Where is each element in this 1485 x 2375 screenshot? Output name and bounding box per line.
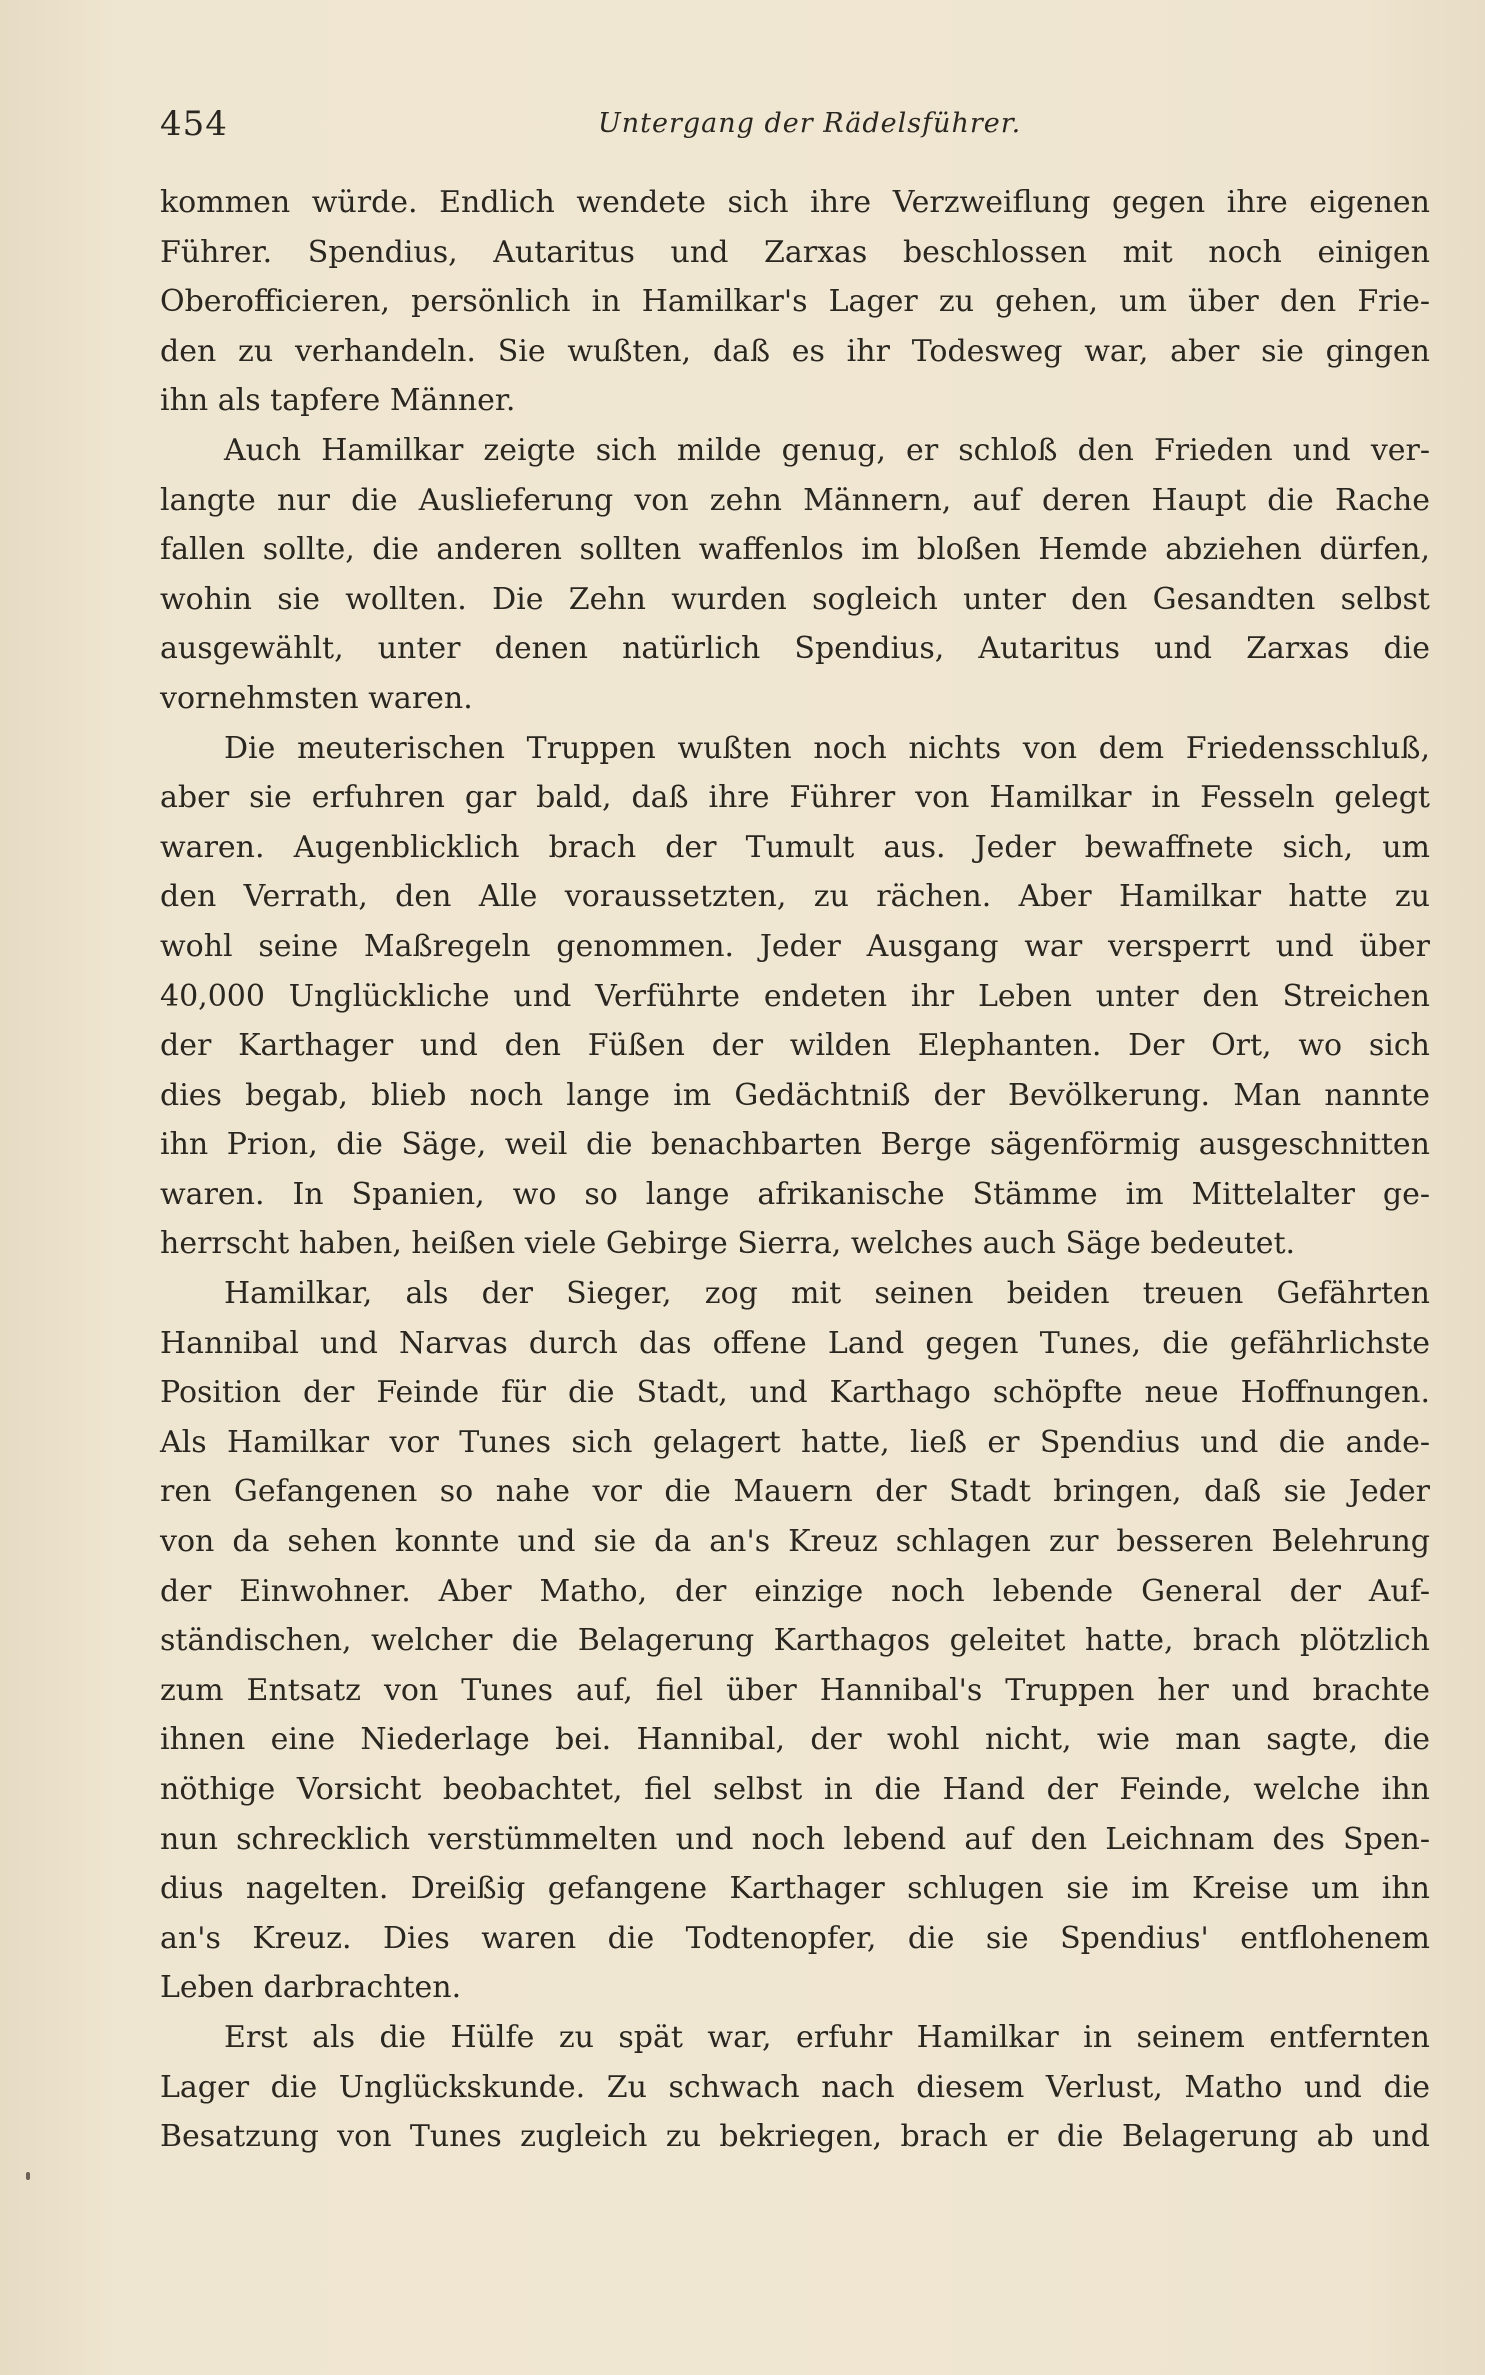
body-text bbox=[160, 178, 1430, 2162]
text-line: Erst als die Hülfe zu spät war, erfuhr Hamilkar in seinem entfernten bbox=[224, 2019, 1430, 2055]
running-head: Untergang der Rädelsführer. bbox=[598, 108, 1022, 139]
text-line: ständischen, welcher die Belagerung Karthagos geleitet hatte, brach plötzlich bbox=[160, 1623, 1430, 1659]
text-line: nun schrecklich verstümmelten und noch lebend auf den Leichnam des Spen- bbox=[160, 1821, 1430, 1857]
text-line: kommen würde. Endlich wendete sich ihre Verzweiflung gegen ihre eigenen bbox=[160, 185, 1430, 220]
page-header bbox=[160, 100, 1430, 152]
text-line: fallen sollte, die anderen sollten waffenlos im bloßen Hemde abziehen dürfen, bbox=[160, 532, 1430, 568]
text-line: ausgewählt, unter denen natürlich Spendius, Autaritus und Zarxas die bbox=[160, 631, 1430, 667]
text-line: an's Kreuz. Dies waren die Todtenopfer, die sie Spendius' entflohenem bbox=[160, 1920, 1430, 1956]
text-line: Lager die Unglückskunde. Zu schwach nach diesem Verlust, Matho und die bbox=[160, 2069, 1430, 2105]
text-line: Position der Feinde für die Stadt, und Karthago schöpfte neue Hoffnungen. bbox=[160, 1375, 1430, 1411]
text-line: Führer. Spendius, Autaritus und Zarxas beschlossen mit noch einigen bbox=[160, 234, 1430, 270]
text-line: ihn als tapfere Männer. bbox=[160, 383, 516, 419]
text-line: der Einwohner. Aber Matho, der einzige noch lebende General der Auf- bbox=[160, 1573, 1430, 1609]
text-line: von da sehen konnte und sie da an's Kreuz schlagen zur besseren Belehrung bbox=[160, 1524, 1430, 1560]
text-line: aber sie erfuhren gar bald, daß ihre Führer von Hamilkar in Fesseln gelegt bbox=[160, 780, 1430, 816]
text-line: ihnen eine Niederlage bei. Hannibal, der wohl nicht, wie man sagte, die bbox=[160, 1722, 1430, 1758]
text-line: Leben darbrachten. bbox=[160, 1970, 462, 2006]
text-line: den zu verhandeln. Sie wußten, daß es ihr Todesweg war, aber sie gingen bbox=[160, 333, 1430, 369]
text-line: 40,000 Unglückliche und Verführte endeten ihr Leben unter den Streichen bbox=[160, 978, 1430, 1014]
text-line: dius nagelten. Dreißig gefangene Karthager schlugen sie im Kreise um ihn bbox=[160, 1871, 1430, 1907]
text-line: Hamilkar, als der Sieger, zog mit seinen beiden treuen Gefährten bbox=[224, 1276, 1430, 1312]
text-line: dies begab, blieb noch lange im Gedächtniß der Bevölkerung. Man nannte bbox=[160, 1077, 1430, 1113]
text-line: waren. In Spanien, wo so lange afrikanische Stämme im Mittelalter ge- bbox=[160, 1176, 1430, 1212]
text-line: Oberofficieren, persönlich in Hamilkar's Lager zu gehen, um über den Frie- bbox=[160, 284, 1430, 320]
text-line: Besatzung von Tunes zugleich zu bekriegen, brach er die Belagerung ab und bbox=[160, 2119, 1430, 2155]
page-number: 454 bbox=[160, 104, 228, 144]
text-line: herrscht haben, heißen viele Gebirge Sierra, welches auch Säge bedeutet. bbox=[160, 1226, 1296, 1262]
text-line: Auch Hamilkar zeigte sich milde genug, er schloß den Frieden und ver- bbox=[224, 432, 1430, 468]
text-line: waren. Augenblicklich brach der Tumult aus. Jeder bewaffnete sich, um bbox=[160, 829, 1430, 865]
text-line: ihn Prion, die Säge, weil die benachbarten Berge sägenförmig ausgeschnitten bbox=[160, 1127, 1430, 1163]
text-line: ren Gefangenen so nahe vor die Mauern der Stadt bringen, daß sie Jeder bbox=[160, 1474, 1430, 1510]
text-line: langte nur die Auslieferung von zehn Männern, auf deren Haupt die Rache bbox=[160, 482, 1430, 518]
text-line: Hannibal und Narvas durch das offene Land gegen Tunes, die gefährlichste bbox=[160, 1325, 1430, 1361]
text-line: zum Entsatz von Tunes auf, fiel über Hannibal's Truppen her und brachte bbox=[160, 1672, 1430, 1708]
text-line: Als Hamilkar vor Tunes sich gelagert hatte, ließ er Spendius und die ande- bbox=[160, 1424, 1430, 1460]
text-line: den Verrath, den Alle voraussetzten, zu rächen. Aber Hamilkar hatte zu bbox=[160, 879, 1430, 915]
text-line: der Karthager und den Füßen der wilden Elephanten. Der Ort, wo sich bbox=[160, 1028, 1430, 1064]
text-line: wohl seine Maßregeln genommen. Jeder Ausgang war versperrt und über bbox=[160, 928, 1430, 964]
text-line: wohin sie wollten. Die Zehn wurden sogleich unter den Gesandten selbst bbox=[160, 581, 1430, 617]
text-line: nöthige Vorsicht beobachtet, fiel selbst in die Hand der Feinde, welche ihn bbox=[160, 1772, 1430, 1807]
margin-speck bbox=[26, 2172, 30, 2180]
text-line: Die meuterischen Truppen wußten noch nichts von dem Friedensschluß, bbox=[224, 730, 1430, 766]
text-line: vornehmsten waren. bbox=[160, 680, 473, 716]
